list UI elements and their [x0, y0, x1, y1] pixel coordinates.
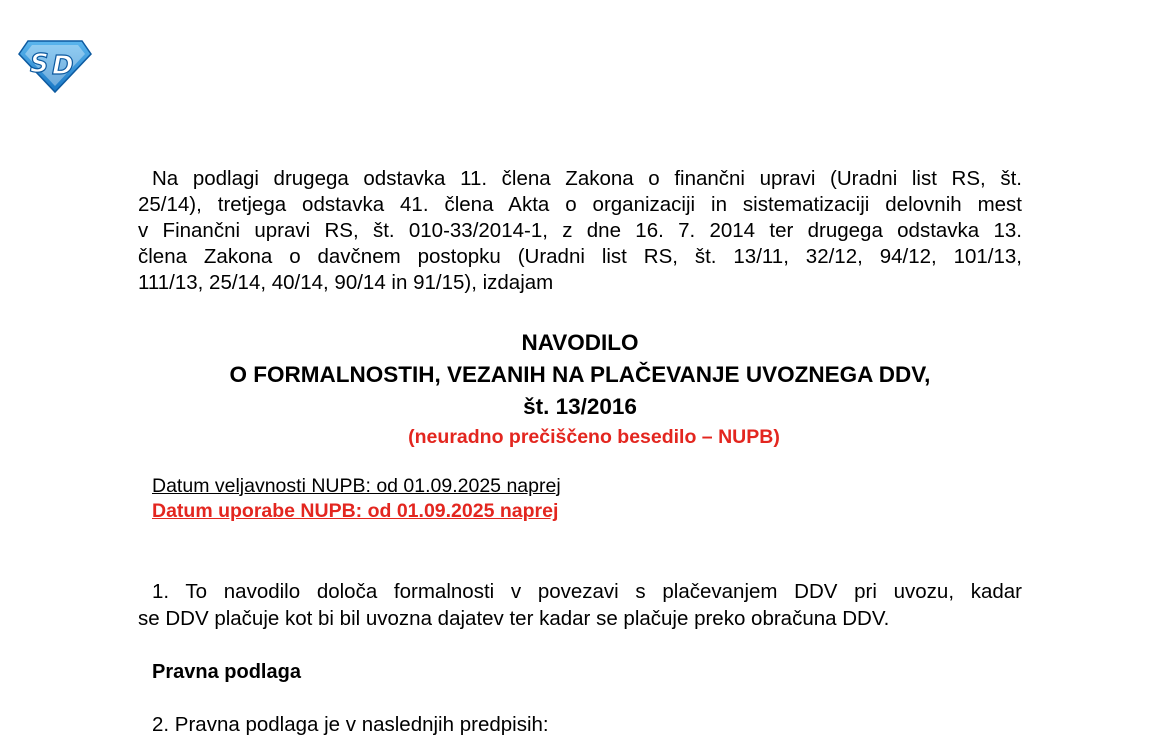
title-subtitle: (neuradno prečiščeno besedilo – NUPB) — [408, 426, 780, 448]
preamble-line: člena Zakona o davčnem postopku (Uradni list RS, št. 13/11, 32/12, 94/12, 101/13, — [138, 245, 1022, 268]
section-1-paragraph — [138, 578, 1022, 632]
svg-text:S: S — [30, 49, 49, 79]
preamble-line: 25/14), tretjega odstavka 41. člena Akta o organizaciji in sistematizaciji delovnih mest — [138, 193, 1022, 216]
title-line-2: O FORMALNOSTIH, VEZANIH NA PLAČEVANJE UVOZNEGA DDV, — [229, 362, 931, 387]
document-title — [138, 327, 1022, 451]
section-1-line: 1. To navodilo določa formalnosti v povezavi s plačevanjem DDV pri uvozu, kadar — [152, 580, 1022, 603]
sd-shield-icon — [18, 38, 92, 94]
section-1-line: se DDV plačuje kot bi bil uvozna dajatev ter kadar se plačuje preko obračuna DDV. — [138, 607, 890, 630]
preamble-paragraph — [138, 166, 1022, 296]
svg-text:D: D — [52, 51, 74, 81]
validity-dates — [152, 474, 561, 524]
usage-date: Datum uporabe NUPB: od 01.09.2025 naprej — [152, 500, 559, 522]
preamble-line: v Finančni upravi RS, št. 010-33/2014-1, z dne 16. 7. 2014 ter drugega odstavka 13. — [138, 219, 1022, 242]
title-line-3: št. 13/2016 — [523, 394, 637, 419]
preamble-line: Na podlagi drugega odstavka 11. člena Zakona o finančni upravi (Uradni list RS, št. — [152, 167, 1022, 190]
title-line-1: NAVODILO — [521, 330, 639, 355]
preamble-line: 111/13, 25/14, 40/14, 90/14 in 91/15), izdajam — [138, 271, 554, 294]
section-2-paragraph: 2. Pravna podlaga je v naslednjih predpisih: — [152, 713, 549, 736]
sd-shield-logo — [18, 38, 92, 94]
validity-date: Datum veljavnosti NUPB: od 01.09.2025 naprej — [152, 475, 561, 497]
legal-basis-heading: Pravna podlaga — [152, 661, 301, 683]
